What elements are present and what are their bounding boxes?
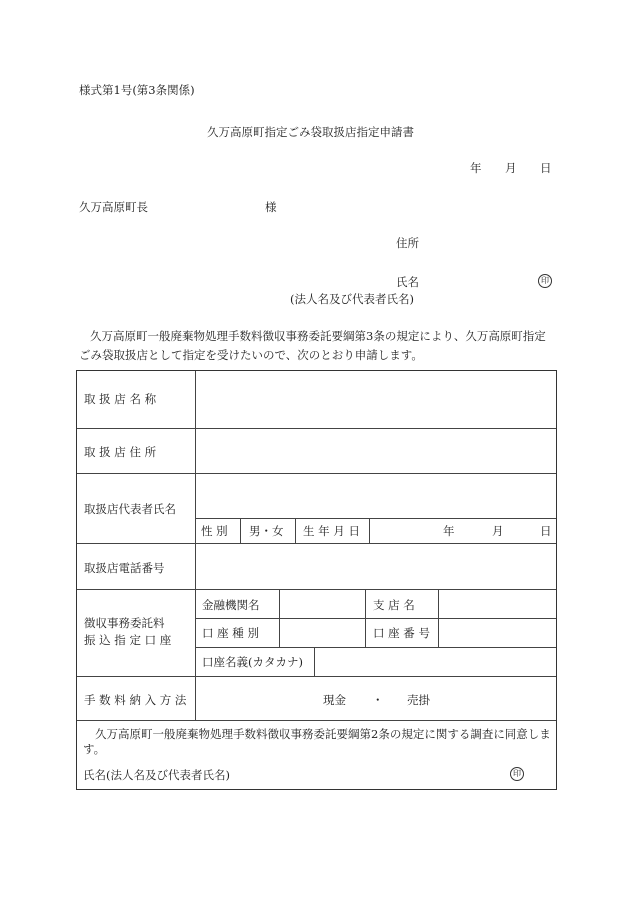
representative-name-field[interactable] <box>197 475 552 515</box>
addressee-honorific: 様 <box>265 200 277 214</box>
account-holder-label: 口座名義(カタカナ) <box>202 655 303 669</box>
store-name-field[interactable] <box>271 393 551 423</box>
date-day-label: 日 <box>540 161 552 175</box>
branch-field[interactable] <box>441 591 553 616</box>
applicant-name-label: 氏名 <box>396 275 419 289</box>
consent-text: 久万高原町一般廃棄物処理手数料徴収事務委託要綱第2条の規定に関する調査に同意します。 <box>83 727 551 756</box>
phone-field[interactable] <box>197 546 552 586</box>
store-address-label: 取 扱 店 住 所 <box>84 445 157 459</box>
birth-month-label: 月 <box>492 524 504 538</box>
date-month-label: 月 <box>505 161 517 175</box>
consent-seal-mark: 印 <box>510 767 524 781</box>
store-name-label: 取 扱 店 名 称 <box>84 392 157 406</box>
addressee-name: 久万高原町長 <box>79 200 148 214</box>
date-year-label: 年 <box>470 161 482 175</box>
payment-separator: ・ <box>372 693 384 707</box>
payment-method-label: 手 数 料 納 入 方 法 <box>84 693 187 707</box>
applicant-name-note: (法人名及び代表者氏名) <box>290 292 414 306</box>
account-type-label: 口 座 種 別 <box>202 626 259 640</box>
bank-name-field[interactable] <box>281 591 363 616</box>
document-title: 久万高原町指定ごみ袋取扱店指定申請書 <box>207 125 414 139</box>
birth-year-label: 年 <box>443 524 455 538</box>
payment-credit-option[interactable]: 売掛 <box>407 693 430 707</box>
application-form-table <box>76 370 557 790</box>
phone-label: 取扱店電話番号 <box>84 561 165 575</box>
intro-text: 久万高原町一般廃棄物処理手数料徴収事務委託要綱第3条の規定により、久万高原町指定ごみ袋取扱店として指定を受けたいので、次のとおり申請します。 <box>79 329 546 362</box>
bank-name-label: 金融機関名 <box>202 598 260 612</box>
birthdate-label: 生 年 月 日 <box>303 524 360 538</box>
account-label-line1: 徴収事務委託料 <box>84 616 165 630</box>
gender-label: 性 別 <box>201 524 228 538</box>
applicant-address-label: 住所 <box>396 236 419 250</box>
account-number-field[interactable] <box>441 620 553 645</box>
birth-day-label: 日 <box>540 524 552 538</box>
branch-label: 支 店 名 <box>373 598 415 612</box>
account-number-label: 口 座 番 号 <box>373 626 430 640</box>
seal-mark: 印 <box>538 274 552 288</box>
consent-name-label: 氏名(法人名及び代表者氏名) <box>83 768 230 782</box>
payment-cash-option[interactable]: 現金 <box>323 693 346 707</box>
account-type-field[interactable] <box>281 620 363 645</box>
form-number: 様式第1号(第3条関係) <box>79 83 195 97</box>
account-label-line2: 振 込 指 定 口 座 <box>84 633 172 647</box>
store-address-field[interactable] <box>271 431 551 469</box>
gender-options[interactable]: 男・女 <box>249 524 284 538</box>
account-holder-field[interactable] <box>317 649 553 674</box>
representative-label: 取扱店代表者氏名 <box>84 502 176 516</box>
